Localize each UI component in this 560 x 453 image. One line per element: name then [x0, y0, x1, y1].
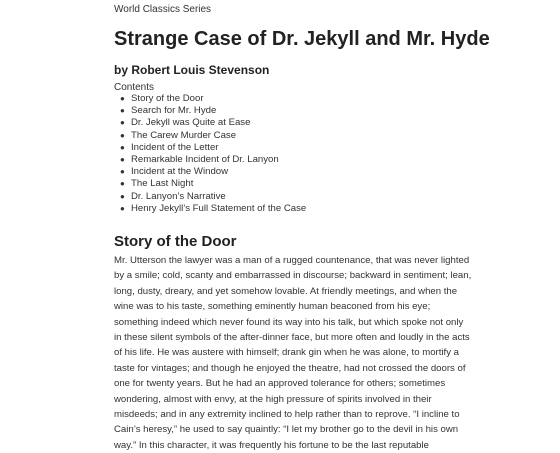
body-line: wondering, almost with envy, at the high pressure of spirits involved in their	[114, 393, 432, 405]
bullet-icon: ●	[120, 142, 125, 152]
series-label: World Classics Series	[114, 4, 212, 15]
toc-item-label: Dr. Lanyon’s Narrative	[131, 190, 226, 202]
toc-item[interactable]	[114, 105, 306, 117]
toc-item-label: The Last Night	[131, 178, 194, 190]
bullet-icon: ●	[120, 203, 125, 213]
contents-label: Contents	[114, 82, 155, 93]
bullet-icon: ●	[120, 179, 125, 189]
toc-item-label: Incident of the Letter	[131, 141, 219, 153]
body-line: taste for vintages; and though he enjoyed the theatre, had not crossed the doors of	[114, 362, 466, 374]
toc-item-label: Henry Jekyll’s Full Statement of the Case	[131, 202, 307, 214]
bullet-icon: ●	[120, 191, 125, 201]
bullet-icon: ●	[120, 106, 125, 116]
toc-item-label: Incident at the Window	[131, 166, 229, 178]
toc-item[interactable]	[114, 154, 306, 166]
toc-item-label: Dr. Jekyll was Quite at Ease	[131, 117, 251, 129]
body-line: something indeed which never found its way into his talk, but which spoke not only	[114, 316, 464, 328]
table-of-contents	[114, 93, 306, 215]
chapter-heading: Story of the Door	[114, 233, 237, 250]
chapter-body	[114, 253, 546, 453]
toc-item-label: Remarkable Incident of Dr. Lanyon	[131, 153, 279, 165]
body-line: by a smile; cold, scanty and embarrassed in discourse; backward in sentiment; lean,	[114, 270, 472, 282]
toc-item-label: The Carew Murder Case	[131, 129, 237, 141]
body-line: of his life. He was austere with himself; drank gin when he was alone, to mortify a	[114, 347, 460, 359]
body-line: way.” In this character, it was frequently his fortune to be the last reputable	[114, 439, 429, 451]
book-author: by Robert Louis Stevenson	[114, 63, 270, 77]
toc-item-label: Story of the Door	[131, 93, 204, 104]
toc-item[interactable]	[114, 166, 306, 178]
toc-item[interactable]	[114, 130, 306, 142]
toc-item[interactable]	[114, 117, 306, 129]
bullet-icon: ●	[120, 154, 125, 164]
body-line: Cain’s heresy,” he used to say quaintly: “I let my brother go to the devil in his own	[114, 424, 459, 436]
bullet-icon: ●	[120, 167, 125, 177]
body-line: one for twenty years. But he had an approved tolerance for others; sometimes	[114, 378, 446, 390]
toc-item[interactable]	[114, 178, 306, 190]
toc-item[interactable]	[114, 203, 306, 215]
toc-item[interactable]	[114, 142, 306, 154]
body-line: Mr. Utterson the lawyer was a man of a rugged countenance, that was never lighted	[114, 255, 470, 266]
body-line: in these silent symbols of the after-dinner face, but more often and loudly in the acts	[114, 331, 470, 343]
body-line: misdeeds; and in any extremity inclined to help rather than to reprove. “I incline to	[114, 408, 460, 420]
bullet-icon: ●	[120, 130, 125, 140]
bullet-icon: ●	[120, 94, 125, 103]
toc-item-label: Search for Mr. Hyde	[131, 105, 217, 117]
body-line: wine was to his taste, something eminently human beaconed from his eye;	[114, 301, 431, 313]
toc-item[interactable]	[114, 93, 306, 105]
book-title: Strange Case of Dr. Jekyll and Mr. Hyde	[114, 28, 490, 50]
toc-item[interactable]	[114, 191, 306, 203]
bullet-icon: ●	[120, 118, 125, 128]
body-line: long, dusty, dreary, and yet somehow lovable. At friendly meetings, and when the	[114, 285, 458, 297]
